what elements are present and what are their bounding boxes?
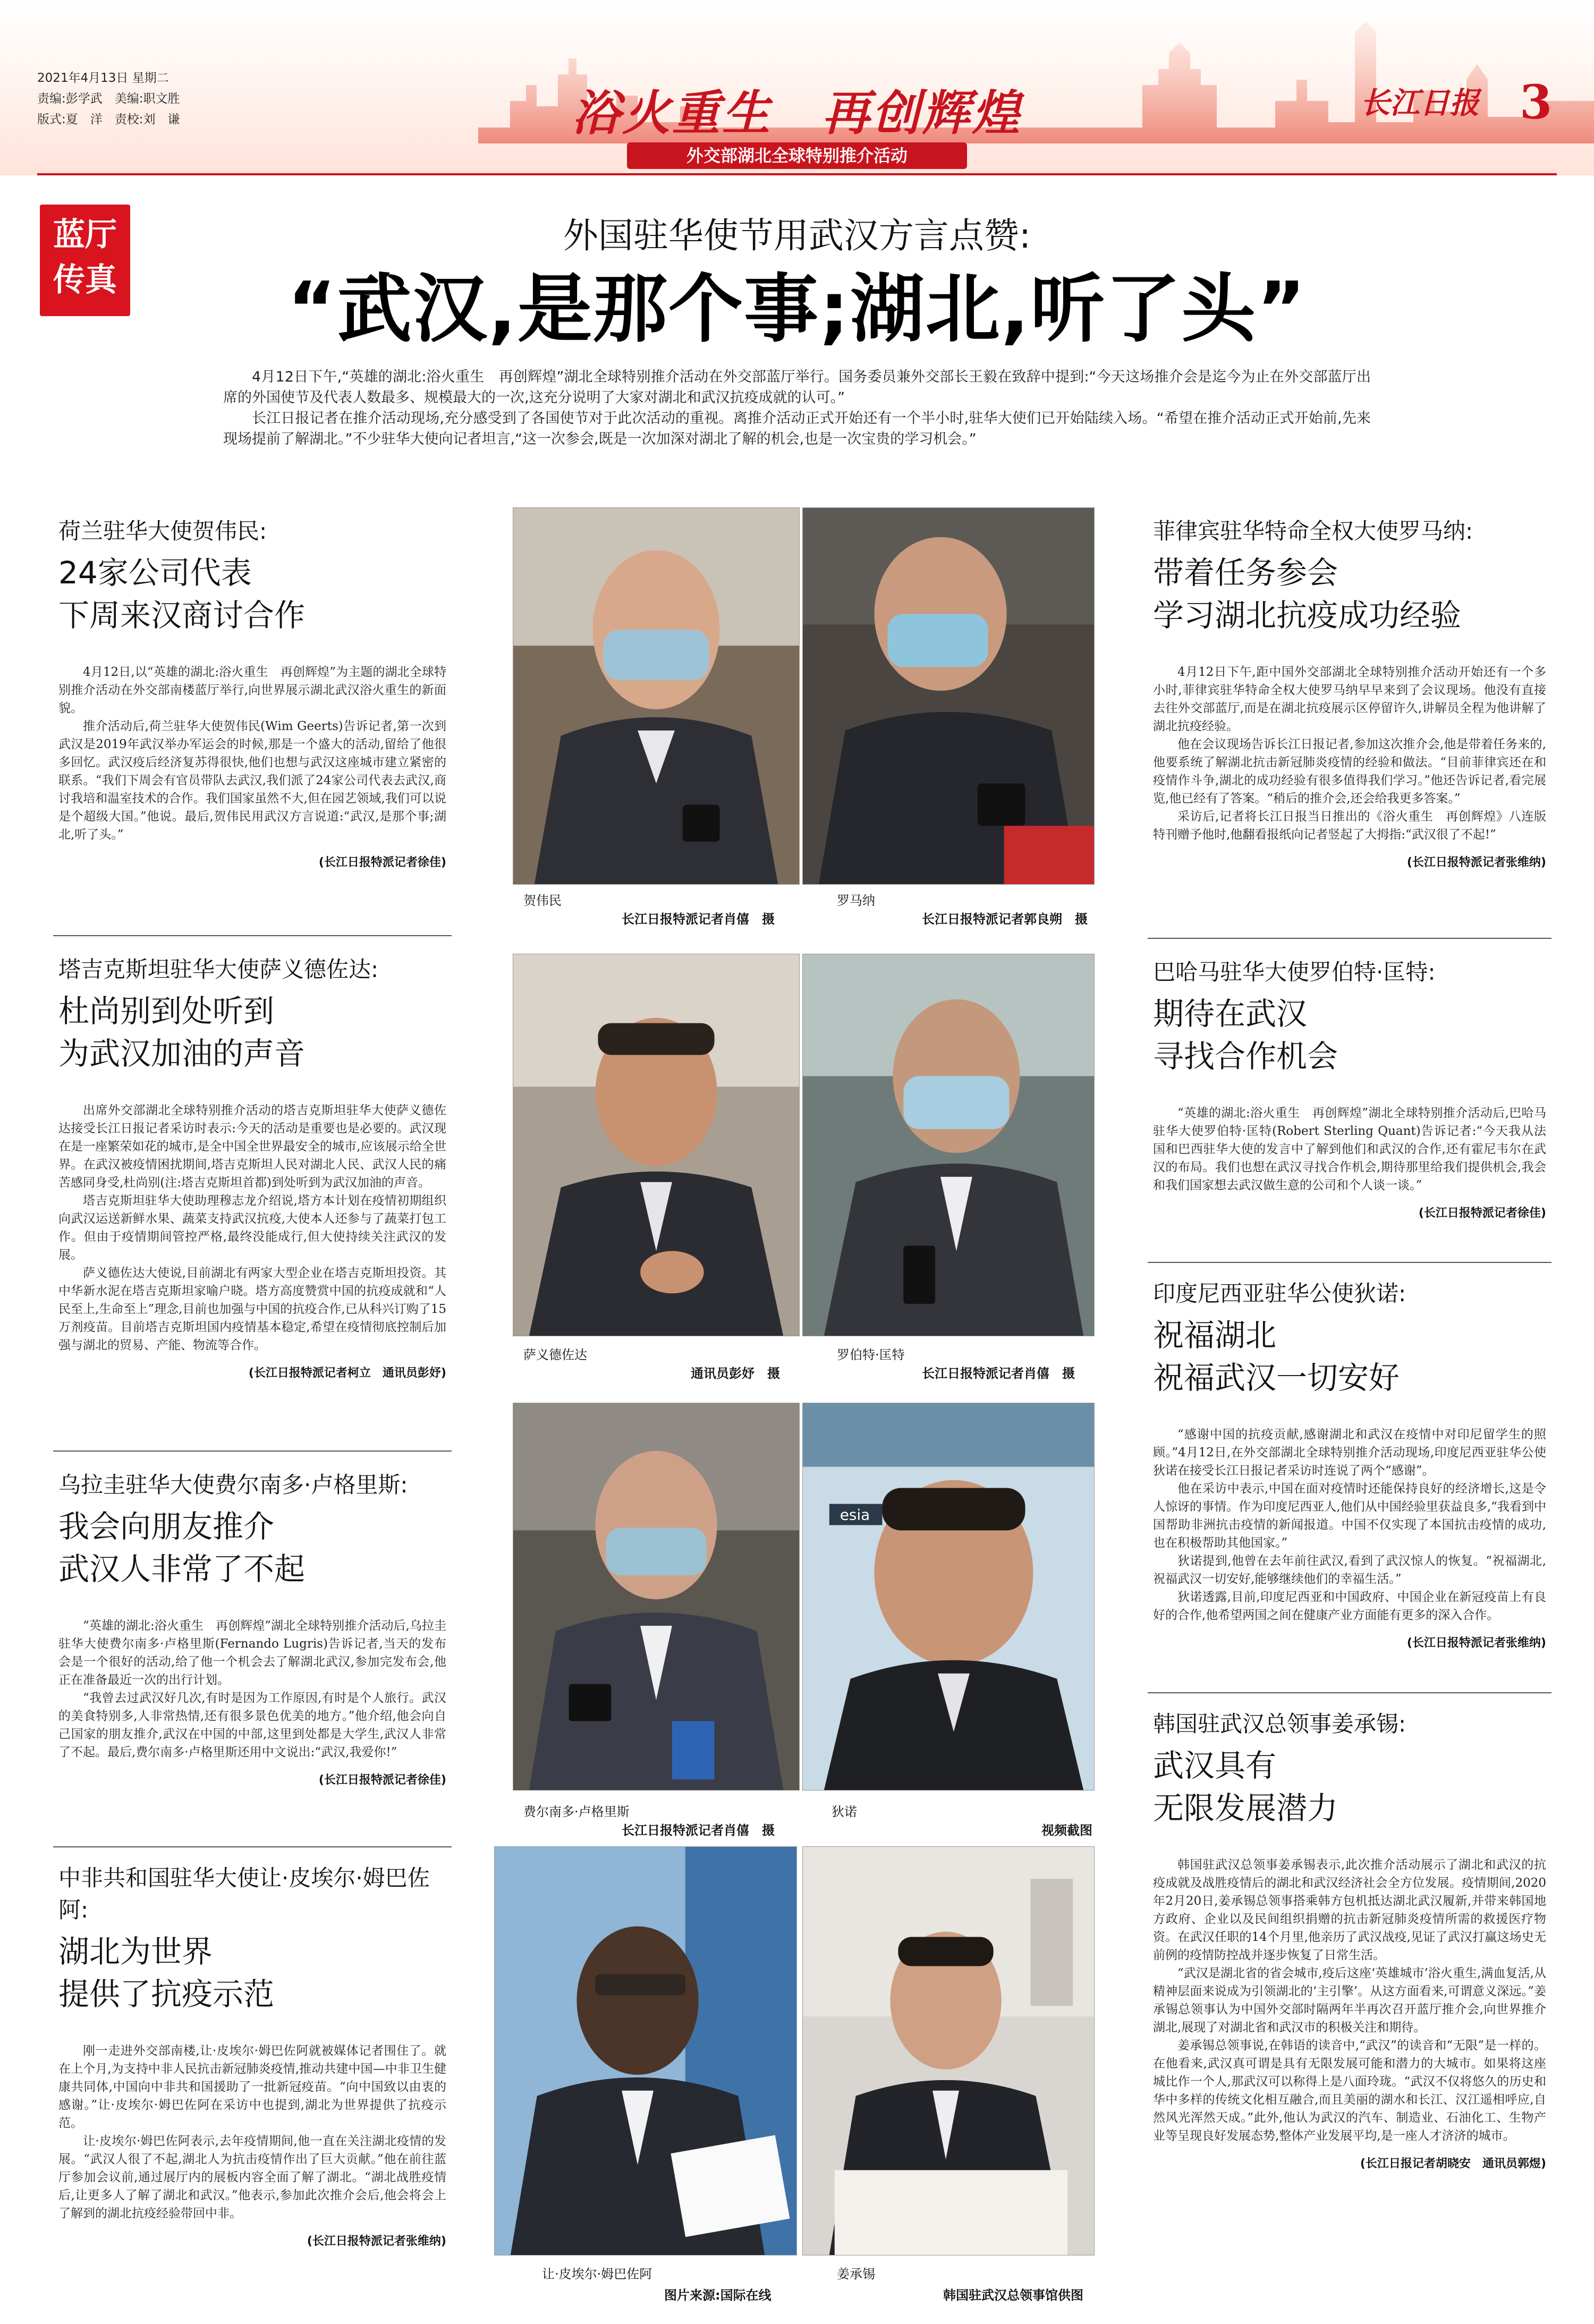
story-netherlands <box>58 515 446 870</box>
story-title <box>1153 1314 1546 1399</box>
portrait-illustration <box>803 1403 1094 1790</box>
story-title-line: 杜尚别到处听到 <box>58 993 275 1029</box>
story-body <box>58 663 446 844</box>
banner-title: 浴火重生 再创辉煌 <box>572 85 1022 141</box>
photo-caption-name: 狄诺 <box>832 1804 857 1819</box>
column-divider <box>53 1846 452 1847</box>
photo-caption-name: 费尔南多·卢格里斯 <box>523 1804 630 1819</box>
story-paragraph: 狄诺透露,目前,印度尼西亚和中国政府、中国企业在新冠疫苗上有良好的合作,他希望两国之间在健康产业方面能有更多的深入合作。 <box>1153 1590 1546 1622</box>
story-title-line: 祝福武汉一切安好 <box>1153 1360 1400 1396</box>
story-credit: (长江日报特派记者柯立 通讯员彭妤) <box>248 1367 446 1380</box>
page-banner <box>0 0 1594 175</box>
issue-layout: 版式:夏 洋 责校:刘 谦 <box>37 113 180 126</box>
photo-caption-credit: 长江日报特派记者郭良朔 摄 <box>922 912 1088 927</box>
portrait-illustration <box>513 1403 799 1790</box>
story-paragraph: 出席外交部湖北全球特别推介活动的塔吉克斯坦驻华大使萨义德佐达接受长江日报记者采访时表示:今天的活动是重要也是必要的。武汉现在是一座繁荣如花的城市,是全中国全世界最安全的城市,应该展示给全世界。在武汉被疫情困扰期间,塔吉克斯坦人民对湖北人民、武汉人民的痛苦感同身受,杜尚别(注:塔吉克斯坦首都)到处听到为武汉加油的声音。 <box>58 1104 446 1190</box>
story-paragraph: 4月12日,以“英雄的湖北:浴火重生 再创辉煌”为主题的湖北全球特别推介活动在外交部南楼蓝厅举行,向世界展示湖北武汉浴火重生的新面貌。 <box>58 665 446 715</box>
photo-kang-seungseok <box>802 1846 1095 2255</box>
story-ambassador: 菲律宾驻华特命全权大使罗马纳: <box>1153 518 1473 544</box>
photo-caption-credit: 视频截图 <box>1041 1823 1092 1838</box>
story-philippines <box>1153 515 1546 870</box>
story-title <box>58 552 446 637</box>
story-body <box>58 2042 446 2223</box>
story-tajikistan <box>58 954 446 1380</box>
photo-robert-quant <box>802 954 1095 1336</box>
story-korea <box>1153 1708 1546 2171</box>
story-title-line: 我会向朋友推介 <box>58 1508 275 1545</box>
story-body <box>1153 1104 1546 1194</box>
story-title-line: 寻找合作机会 <box>1153 1038 1338 1074</box>
story-credit: (长江日报特派记者张维纳) <box>1406 1636 1546 1650</box>
column-divider <box>53 935 452 936</box>
story-credit: (长江日报记者胡晓安 通讯员郭煜) <box>1360 2157 1546 2170</box>
portrait-illustration <box>495 1847 796 2255</box>
story-title <box>58 1505 446 1590</box>
column-tag-line1: 蓝厅 <box>53 216 117 253</box>
story-ambassador: 塔吉克斯坦驻华大使萨义德佐达: <box>58 956 379 982</box>
portrait-illustration <box>803 508 1094 884</box>
photo-dino <box>802 1403 1095 1791</box>
photo-wim-geerts <box>513 507 800 885</box>
headline-kicker: 外国驻华使节用武汉方言点赞: <box>563 215 1031 256</box>
photo-caption-credit: 长江日报特派记者肖僖 摄 <box>622 1823 775 1838</box>
photo-caption-name: 贺伟民 <box>523 893 562 908</box>
story-title <box>58 990 446 1075</box>
story-ambassador: 韩国驻武汉总领事姜承锡: <box>1153 1711 1406 1737</box>
photo-caption-credit: 韩国驻武汉总领事馆供图 <box>943 2288 1083 2303</box>
story-paragraph: “我曾去过武汉好几次,有时是因为工作原因,有时是个人旅行。武汉的美食特别多,人非常热情,还有很多景色优美的地方。”他介绍,他会向自己国家的朋友推介,武汉在中国的中部,这里到处都是大学生,武汉人非常了不起。最后,费尔南多·卢格里斯还用中文说出:“武汉,我爱你!” <box>58 1691 446 1759</box>
newspaper-logo: 长江日报 <box>1360 86 1479 121</box>
banner-subtitle: 外交部湖北全球特别推介活动 <box>627 142 967 169</box>
story-bahamas <box>1153 956 1546 1220</box>
column-tag-line2: 传真 <box>53 261 117 299</box>
story-paragraph: 姜承锡总领事说,在韩语的读音中,“武汉”的读音和“无限”是一样的。在他看来,武汉真可谓是具有无限发展可能和潜力的大城市。如果将这座城比作一个人,那武汉可以称得上是八面玲珑。“武汉不仅将悠久的历史和华中多样的传统文化相互融合,而且美丽的湖水和长江、汉江遥相呼应,自然风光浑然天成。”此外,他认为武汉的汽车、制造业、石油化工、生物产业等呈现良好发展态势,整体产业发展平均,是一座人才济济的城市。 <box>1153 2039 1546 2143</box>
story-ambassador: 中非共和国驻华大使让·皮埃尔·姆巴佐阿: <box>58 1865 430 1923</box>
story-title-line: 武汉具有 <box>1153 1748 1277 1784</box>
photo-caption-name: 罗伯特·匡特 <box>837 1347 905 1362</box>
photo-caption-name: 姜承锡 <box>837 2267 875 2281</box>
page-number: 3 <box>1520 74 1553 130</box>
story-paragraph: “感谢中国的抗疫贡献,感谢湖北和武汉在疫情中对印尼留学生的照顾。”4月12日,在外交部湖北全球特别推介活动现场,印度尼西亚驻华公使狄诺在接受长江日报记者采访时连说了两个“感谢”。 <box>1153 1428 1546 1478</box>
lead-paragraph: 4月12日下午,“英雄的湖北:浴火重生 再创辉煌”湖北全球特别推介活动在外交部蓝厅举行。国务委员兼外交部长王毅在致辞中提到:“今天这场推介会是迄今为止在外交部蓝厅出席的外国使节及代表人数最多、规模最大的一次,这充分说明了大家对湖北和武汉抗疫成就的认可。” <box>223 369 1371 406</box>
story-paragraph: 他在会议现场告诉长江日报记者,参加这次推介会,他是带着任务来的,他要系统了解湖北抗击新冠肺炎疫情的经验和做法。“目前菲律宾还在和疫情作斗争,湖北的成功经验有很多值得我们学习。”他还告诉记者,看完展览,他已经有了答案。“稍后的推介会,还会给我更多答案。” <box>1153 737 1546 805</box>
portrait-illustration <box>513 508 799 884</box>
story-credit: (长江日报特派记者徐佳) <box>318 1774 446 1787</box>
portrait-illustration <box>513 954 799 1336</box>
story-body <box>58 1617 446 1761</box>
story-title-line: 无限发展潜力 <box>1153 1790 1338 1826</box>
photo-caption-credit: 通讯员彭妤 摄 <box>691 1366 780 1381</box>
issue-date: 2021年4月13日 星期二 <box>37 71 169 85</box>
story-title-line: 湖北为世界 <box>58 1933 213 1970</box>
column-divider <box>53 1451 452 1452</box>
story-paragraph: 采访后,记者将长江日报当日推出的《浴火重生 再创辉煌》八连版特刊赠予他时,他翻看报纸向记者竖起了大拇指:“武汉很了不起!” <box>1153 810 1546 842</box>
story-paragraph: 韩国驻武汉总领事姜承锡表示,此次推介活动展示了湖北和武汉的抗疫成就及战胜疫情后的湖北和武汉经济社会全方位发展。疫情期间,2020年2月20日,姜承锡总领事搭乘韩方包机抵达湖北武汉履新,并带来韩国地方政府、企业以及民间组织捐赠的抗击新冠肺炎疫情所需的救援医疗物资。在武汉任职的14个月里,他亲历了武汉战疫,见证了武汉打赢这场史无前例的疫情防控战并逐步恢复了日常生活。 <box>1153 1858 1546 1962</box>
banner-rule <box>37 173 1557 175</box>
story-credit: (长江日报特派记者张维纳) <box>307 2235 446 2248</box>
story-paragraph: 塔吉克斯坦驻华大使助理穆志龙介绍说,塔方本计划在疫情初期组织向武汉运送新鲜水果、蔬菜支持武汉抗疫,大使本人还参与了蔬菜打包工作。但由于疫情期间管控严格,最终没能成行,但大使持续关注武汉的发展。 <box>58 1194 446 1262</box>
backdrop-sign-text: esia <box>840 1506 870 1524</box>
story-credit: (长江日报特派记者徐佳) <box>318 856 446 869</box>
story-body <box>58 1101 446 1354</box>
story-indonesia <box>1153 1278 1546 1650</box>
story-ambassador: 荷兰驻华大使贺伟民: <box>58 518 267 544</box>
column-divider <box>1148 938 1551 939</box>
story-ambassador: 印度尼西亚驻华公使狄诺: <box>1153 1280 1406 1307</box>
story-title-line: 下周来汉商讨合作 <box>58 597 306 633</box>
portrait-illustration <box>803 954 1094 1336</box>
photo-caption-credit: 长江日报特派记者肖僖 摄 <box>622 912 775 927</box>
story-title <box>1153 552 1546 637</box>
column-tag <box>40 205 130 316</box>
photo-caption-credit: 图片来源:国际在线 <box>664 2288 771 2303</box>
story-title-line: 期待在武汉 <box>1153 996 1308 1032</box>
story-paragraph: 让·皮埃尔·姆巴佐阿表示,去年疫情期间,他一直在关注湖北疫情的发展。“武汉人很了不起,湖北人为抗击疫情作出了巨大贡献。”他在前往蓝厅参加会议前,通过展厅内的展板内容全面了解了湖北。“湖北战胜疫情后,让更多人了解了湖北和武汉。”他表示,参加此次推介会后,他会将会上了解到的湖北抗疫经验带回中非。 <box>58 2134 446 2220</box>
story-paragraph: “武汉是湖北省的省会城市,疫后这座‘英雄城市’浴火重生,满血复活,从精神层面来说成为引领湖北的‘主引擎’。从这方面看来,可谓意义深远。”姜承锡总领事认为中国外交部时隔两年半再次召开蓝厅推介会,向世界推介湖北,展现了对湖北省和武汉市的积极关注和期待。 <box>1153 1966 1546 2034</box>
story-title <box>1153 1744 1546 1829</box>
story-body <box>1153 663 1546 844</box>
story-title-line: 武汉人非常了不起 <box>58 1551 306 1587</box>
story-title-line: 提供了抗疫示范 <box>58 1976 275 2012</box>
story-ambassador: 乌拉圭驻华大使费尔南多·卢格里斯: <box>58 1472 408 1498</box>
photo-caption-credit: 长江日报特派记者肖僖 摄 <box>922 1366 1075 1381</box>
issue-editors: 责编:彭学武 美编:职文胜 <box>37 92 180 106</box>
story-body <box>1153 1856 1546 2145</box>
story-title-line: 为武汉加油的声音 <box>58 1036 306 1072</box>
story-paragraph: 4月12日下午,距中国外交部湖北全球特别推介活动开始还有一个多小时,菲律宾驻华特命全权大使罗马纳早早来到了会议现场。他没有直接去往外交部蓝厅,而是在湖北抗疫展示区停留许久,讲解员全程为他讲解了湖北抗疫经验。 <box>1153 665 1546 733</box>
issue-meta <box>37 68 180 130</box>
story-title-line: 带着任务参会 <box>1153 555 1338 591</box>
story-title <box>58 1930 446 2015</box>
story-title <box>1153 993 1546 1078</box>
story-title-line: 24家公司代表 <box>58 555 252 591</box>
portrait-illustration <box>803 1847 1094 2255</box>
story-car <box>58 1862 446 2249</box>
story-paragraph: “英雄的湖北:浴火重生 再创辉煌”湖北全球特别推介活动后,乌拉圭驻华大使费尔南多·卢格里斯(Fernando Lugris)告诉记者,当天的发布会是一个很好的活动,给了他一个机会去了解湖北武汉,参加完发布会,他正在准备最近一次的出行计划。 <box>58 1619 446 1687</box>
photo-caption-name: 让·皮埃尔·姆巴佐阿 <box>542 2267 652 2281</box>
lead-text <box>223 367 1371 449</box>
photo-romana <box>802 507 1095 885</box>
lead-paragraph: 长江日报记者在推介活动现场,充分感受到了各国使节对于此次活动的重视。离推介活动正式开始还有一个半小时,驻华大使们已开始陆续入场。“希望在推介活动正式开始前,先来现场提前了解湖北。”不少驻华大使向记者坦言,“这一次参会,既是一次加深对湖北了解的机会,也是一次宝贵的学习机会。” <box>223 410 1371 447</box>
story-paragraph: 推介活动后,荷兰驻华大使贺伟民(Wim Geerts)告诉记者,第一次到武汉是2019年武汉举办军运会的时候,那是一个盛大的活动,留给了他很多回忆。武汉疫后经济复苏得很快,他们也想与武汉这座城市建立紧密的联系。“我们下周会有官员带队去武汉,我们派了24家公司代表去武汉,商讨我培和温室技术的合作。我们国家虽然不大,但在园艺领域,我们可以说是个超级大国。”他说。最后,贺伟民用武汉方言说道:“武汉,是那个事;湖北,听了头。” <box>58 719 446 842</box>
photo-caption-name: 罗马纳 <box>837 893 875 908</box>
column-divider <box>1148 1692 1551 1693</box>
story-paragraph: 萨义德佐达大使说,目前湖北有两家大型企业在塔吉克斯坦投资。其中华新水泥在塔吉克斯坦家喻户晓。塔方高度赞赏中国的抗疫成就和“人民至上,生命至上”理念,目前也加强与中国的抗疫合作,已从科兴订购了15万剂疫苗。目前塔吉克斯坦国内疫情基本稳定,希望在疫情彻底控制后加强与湖北的贸易、产能、物流等合作。 <box>58 1266 446 1352</box>
story-title-line: 学习湖北抗疫成功经验 <box>1153 597 1462 633</box>
photo-caption-name: 萨义德佐达 <box>523 1347 587 1362</box>
story-uruguay <box>58 1469 446 1787</box>
story-paragraph: 狄诺提到,他曾在去年前往武汉,看到了武汉惊人的恢复。“祝福湖北,祝福武汉一切安好,能够继续他们的幸福生活。” <box>1153 1554 1546 1586</box>
story-paragraph: “英雄的湖北:浴火重生 再创辉煌”湖北全球特别推介活动后,巴哈马驻华大使罗伯特·匡特(Robert Sterling Quant)告诉记者:“今天我从法国和巴西驻华大使的发言中了解到他们和武汉的合作,还有霍尼韦尔在武汉的布局。我们也想在武汉寻找合作机会,期待那里给我们提供机会,我会和我们国家想去武汉做生意的公司和个人谈一谈。” <box>1153 1106 1546 1192</box>
story-credit: (长江日报特派记者徐佳) <box>1418 1207 1546 1220</box>
column-divider <box>1148 1262 1551 1263</box>
photo-fernando-lugris <box>513 1403 800 1791</box>
story-body <box>1153 1426 1546 1624</box>
photo-saidzoda <box>513 954 800 1336</box>
story-paragraph: 他在采访中表示,中国在面对疫情时还能保持良好的经济增长,这是令人惊讶的事情。作为印度尼西亚人,他们从中国经验里获益良多,“我看到中国帮助非洲抗击疫情的新闻报道。中国不仅实现了本国抗击疫情的成功,也在积极帮助其他国家。” <box>1153 1482 1546 1550</box>
story-credit: (长江日报特派记者张维纳) <box>1406 856 1546 869</box>
story-paragraph: 刚一走进外交部南楼,让·皮埃尔·姆巴佐阿就被媒体记者围住了。就在上个月,为支持中非人民抗击新冠肺炎疫情,推动共建中国—中非卫生健康共同体,中国向中非共和国援助了一批新冠疫苗。“向中国致以由衷的感谢。”让·皮埃尔·姆巴佐阿在采访中也提到,湖北为世界提供了抗疫示范。 <box>58 2044 446 2130</box>
main-headline: “武汉,是那个事;湖北,听了头” <box>287 266 1307 353</box>
story-ambassador: 巴哈马驻华大使罗伯特·匡特: <box>1153 959 1436 985</box>
photo-mbazoa <box>494 1846 797 2255</box>
story-title-line: 祝福湖北 <box>1153 1317 1277 1353</box>
